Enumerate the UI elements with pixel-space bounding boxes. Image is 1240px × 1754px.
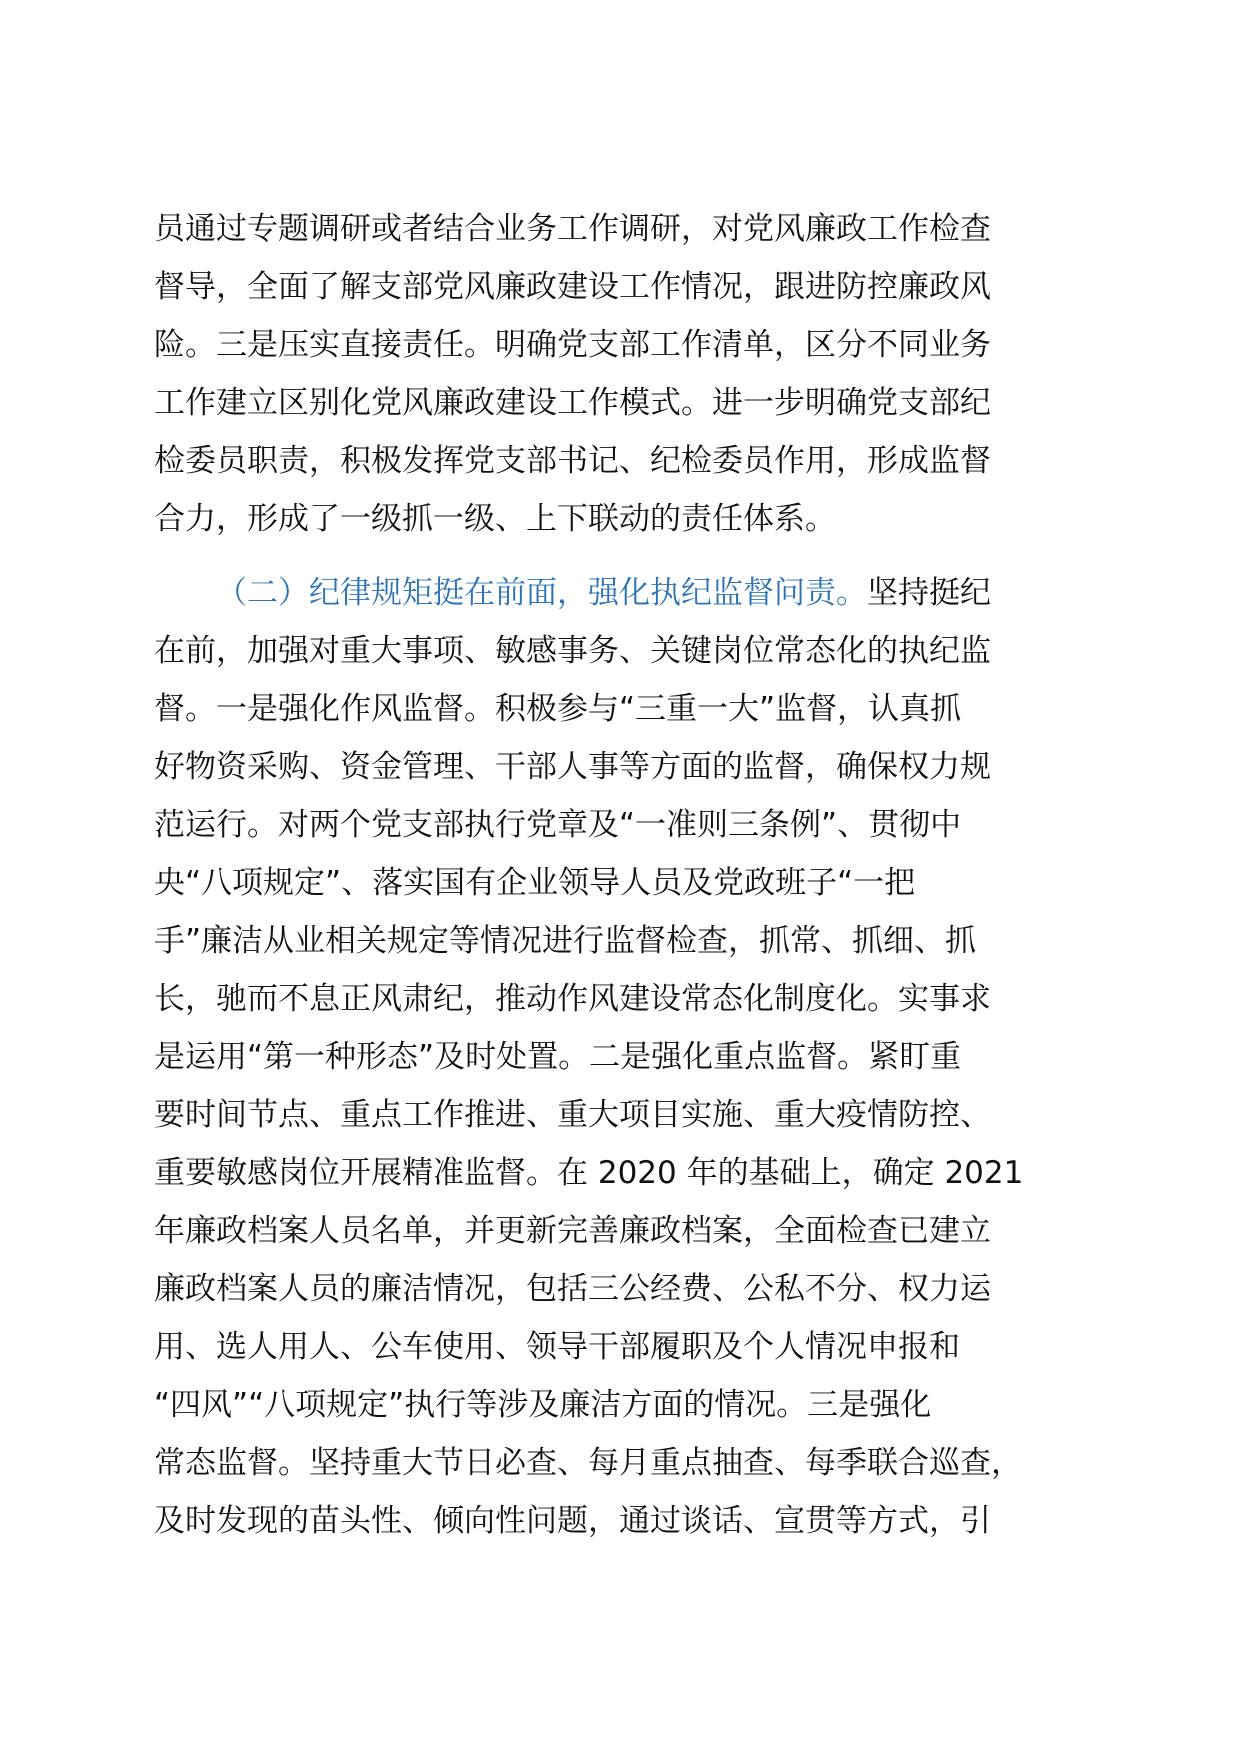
paragraph-2 — [154, 564, 1094, 1550]
text-line: “四风”“八项规定”执行等涉及廉洁方面的情况。三是强化 — [154, 1387, 932, 1423]
text-line: 合力，形成了一级抓一级、上下联动的责任体系。 — [154, 501, 836, 537]
paragraph-spacer — [154, 548, 1094, 564]
text-line: 廉政档案人员的廉洁情况，包括三公经费、公私不分、权力运 — [154, 1271, 991, 1307]
text-line: 用、选人用人、公车使用、领导干部履职及个人情况申报和 — [154, 1329, 960, 1365]
text-line: 在前，加强对重大事项、敏感事务、关键岗位常态化的执纪监 — [154, 633, 991, 669]
text-line: 央“八项规定”、落实国有企业领导人员及党政班子“一把 — [154, 865, 916, 901]
text-line: 年廉政档案人员名单，并更新完善廉政档案，全面检查已建立 — [154, 1213, 991, 1249]
text-line: 检委员职责，积极发挥党支部书记、纪检委员作用，形成监督 — [154, 443, 991, 479]
paragraph-1 — [154, 200, 1094, 548]
text-line: 督。一是强化作风监督。积极参与“三重一大”监督，认真抓 — [154, 691, 962, 727]
text-line — [154, 564, 1094, 622]
text-line: 范运行。对两个党支部执行党章及“一准则三条例”、贯彻中 — [154, 807, 962, 843]
text-line: 险。三是压实直接责任。明确党支部工作清单，区分不同业务 — [154, 327, 991, 363]
text-line: 常态监督。坚持重大节日必查、每月重点抽查、每季联合巡查， — [154, 1445, 1022, 1481]
text-line: 好物资采购、资金管理、干部人事等方面的监督，确保权力规 — [154, 749, 991, 785]
text-line: 要时间节点、重点工作推进、重大项目实施、重大疫情防控、 — [154, 1097, 991, 1133]
text-line: 手”廉洁从业相关规定等情况进行监督检查，抓常、抓细、抓 — [154, 923, 977, 959]
section-heading: （二）纪律规矩挺在前面，强化执纪监督问责。 — [216, 575, 867, 611]
text-line-rest: 坚持挺纪 — [867, 575, 991, 611]
text-line: 重要敏感岗位开展精准监督。在 2020 年的基础上，确定 2021 — [154, 1155, 1024, 1191]
text-line: 员通过专题调研或者结合业务工作调研，对党风廉政工作检查 — [154, 211, 991, 247]
text-line: 长，驰而不息正风肃纪，推动作风建设常态化制度化。实事求 — [154, 981, 991, 1017]
text-line: 及时发现的苗头性、倾向性问题，通过谈话、宣贯等方式，引 — [154, 1503, 991, 1539]
text-line: 督导，全面了解支部党风廉政建设工作情况，跟进防控廉政风 — [154, 269, 991, 305]
text-line: 工作建立区别化党风廉政建设工作模式。进一步明确党支部纪 — [154, 385, 991, 421]
text-line: 是运用“第一种形态”及时处置。二是强化重点监督。紧盯重 — [154, 1039, 962, 1075]
document-page — [154, 200, 1094, 1550]
